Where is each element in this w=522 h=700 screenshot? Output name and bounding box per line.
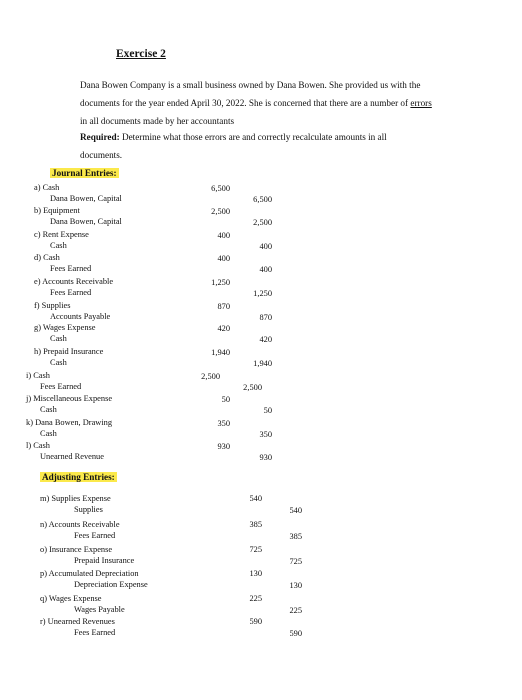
adjusting-debit-account: o) Insurance Expense (40, 545, 113, 554)
adjusting-debit-amount: 590 (249, 617, 262, 626)
journal-debit-amount: 50 (221, 395, 230, 404)
adjusting-credit-amount: 385 (289, 532, 302, 541)
journal-credit-amount: 6,500 (253, 195, 272, 204)
adjusting-credit-account: Fees Earned (74, 531, 116, 540)
journal-debit-amount: 2,500 (201, 372, 220, 381)
journal-credit-amount: 1,250 (253, 289, 272, 298)
journal-debit-amount: 1,940 (211, 348, 230, 357)
journal-credit-account: Cash (40, 429, 57, 438)
journal-credit-account: Fees Earned (50, 264, 92, 273)
problem-paragraph (80, 76, 480, 130)
required-label: Required: (80, 132, 120, 142)
adjusting-credit-account: Fees Earned (74, 628, 116, 637)
journal-debit-amount: 400 (217, 231, 230, 240)
journal-credit-amount: 930 (259, 453, 272, 462)
journal-credit-amount: 350 (259, 430, 272, 439)
adjusting-debit-account: n) Accounts Receivable (40, 520, 120, 529)
journal-debit-account: g) Wages Expense (34, 323, 96, 332)
journal-debit-amount: 2,500 (211, 207, 230, 216)
journal-debit-account: b) Equipment (34, 206, 80, 215)
journal-credit-account: Dana Bowen, Capital (50, 217, 122, 226)
journal-debit-amount: 350 (217, 419, 230, 428)
adjusting-credit-amount: 725 (289, 557, 302, 566)
journal-debit-amount: 6,500 (211, 184, 230, 193)
journal-debit-amount: 400 (217, 254, 230, 263)
journal-debit-amount: 930 (217, 442, 230, 451)
journal-credit-account: Cash (50, 334, 67, 343)
adjusting-credit-amount: 225 (289, 606, 302, 615)
journal-debit-amount: 870 (217, 302, 230, 311)
journal-debit-account: i) Cash (26, 371, 50, 380)
adjusting-debit-account: m) Supplies Expense (40, 494, 111, 503)
adjusting-debit-account: r) Unearned Revenues (40, 617, 115, 626)
journal-credit-account: Accounts Payable (50, 312, 111, 321)
journal-entries-heading: Journal Entries: (52, 168, 117, 178)
journal-debit-amount: 1,250 (211, 278, 230, 287)
journal-credit-amount: 870 (259, 313, 272, 322)
adjusting-credit-account: Supplies (74, 505, 103, 514)
adjusting-credit-account: Depreciation Expense (74, 580, 148, 589)
adjusting-debit-amount: 385 (249, 520, 262, 529)
journal-credit-amount: 400 (259, 242, 272, 251)
journal-credit-amount: 50 (263, 406, 272, 415)
journal-credit-account: Fees Earned (50, 288, 92, 297)
required-line-1 (80, 128, 480, 146)
errors-underlined: errors (410, 98, 432, 108)
adjusting-credit-amount: 590 (289, 629, 302, 638)
journal-credit-amount: 2,500 (243, 383, 262, 392)
journal-debit-account: k) Dana Bowen, Drawing (26, 418, 113, 427)
adjusting-debit-amount: 225 (249, 594, 262, 603)
journal-credit-account: Unearned Revenue (40, 452, 104, 461)
adjusting-debit-account: q) Wages Expense (40, 594, 102, 603)
journal-debit-account: c) Rent Expense (34, 230, 89, 239)
paragraph-line-2 (80, 94, 480, 112)
adjusting-credit-amount: 540 (289, 506, 302, 515)
adjusting-debit-account: p) Accumulated Depreciation (40, 569, 139, 578)
adjusting-credit-account: Prepaid Insurance (74, 556, 135, 565)
journal-credit-account: Dana Bowen, Capital (50, 194, 122, 203)
adjusting-credit-amount: 130 (289, 581, 302, 590)
required-line-2: documents. (80, 150, 123, 160)
journal-credit-amount: 1,940 (253, 359, 272, 368)
journal-credit-account: Fees Earned (40, 382, 82, 391)
paragraph-line-2-text: documents for the year ended April 30, 2022. She is concerned that there are a number of (80, 98, 411, 108)
adjusting-debit-amount: 540 (249, 494, 262, 503)
required-paragraph (80, 128, 480, 164)
journal-debit-account: a) Cash (34, 183, 60, 192)
journal-debit-account: f) Supplies (34, 301, 71, 310)
paragraph-line-3: in all documents made by her accountants (80, 116, 235, 126)
adjusting-debit-amount: 725 (249, 545, 262, 554)
journal-credit-amount: 420 (259, 335, 272, 344)
journal-credit-account: Cash (40, 405, 57, 414)
adjusting-entries-heading: Adjusting Entries: (42, 472, 115, 482)
journal-debit-amount: 420 (217, 324, 230, 333)
paragraph-line-1: Dana Bowen Company is a small business owned by Dana Bowen. She provided us with the (80, 80, 421, 90)
required-text: Determine what those errors are and correctly recalculate amounts in all (119, 132, 387, 142)
adjusting-credit-account: Wages Payable (74, 605, 125, 614)
journal-debit-account: d) Cash (34, 253, 60, 262)
exercise-title: Exercise 2 (116, 48, 166, 60)
journal-debit-account: l) Cash (26, 441, 50, 450)
journal-credit-account: Cash (50, 358, 67, 367)
journal-credit-amount: 400 (259, 265, 272, 274)
journal-debit-account: h) Prepaid Insurance (34, 347, 104, 356)
journal-debit-account: e) Accounts Receivable (34, 277, 114, 286)
journal-credit-amount: 2,500 (253, 218, 272, 227)
journal-debit-account: j) Miscellaneous Expense (26, 394, 113, 403)
adjusting-debit-amount: 130 (249, 569, 262, 578)
journal-credit-account: Cash (50, 241, 67, 250)
